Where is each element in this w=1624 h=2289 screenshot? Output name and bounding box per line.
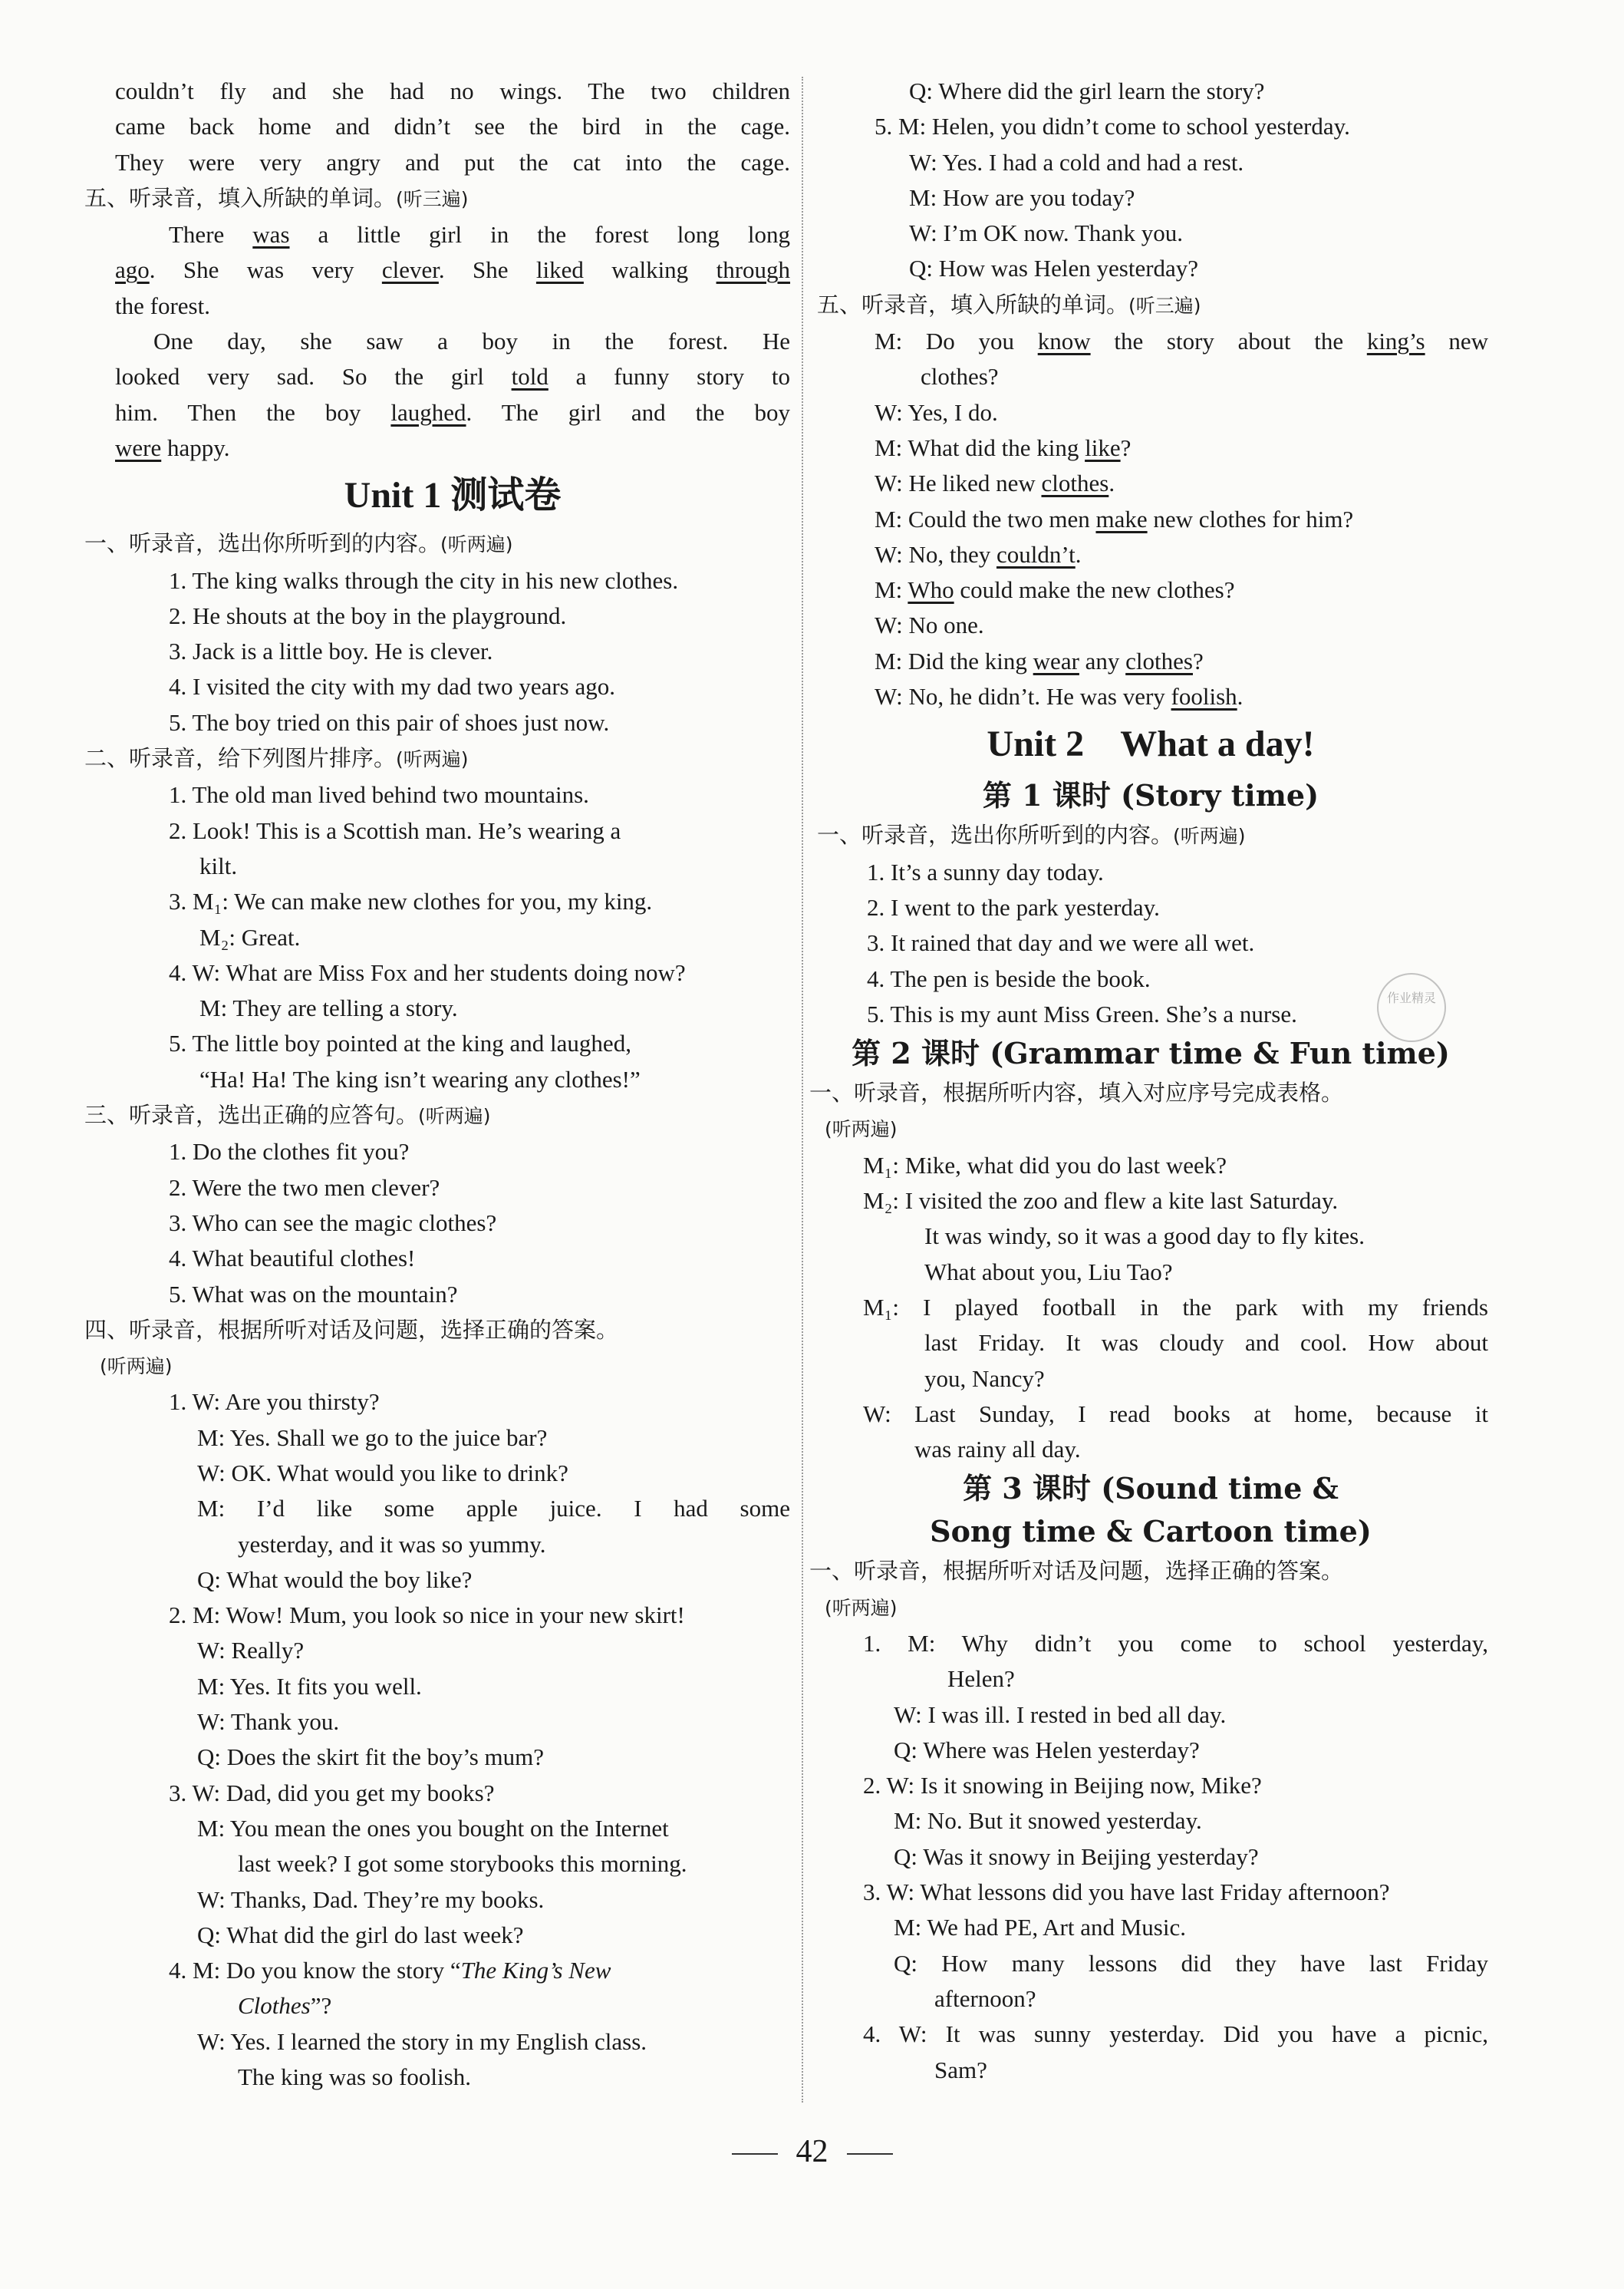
cloze-line: M: Could the two men make new clothes for him? [875,505,1354,533]
list-item: 1. The king walks through the city in his new clothes. [169,566,679,594]
dialogue-line: 1. W: Are you thirsty? [169,1388,380,1416]
list-item: 3. M₁: We can make new clothes for you, my king. [169,888,653,915]
dialogue-line: last Friday. It was cloudy and cool. How about [924,1329,1488,1357]
dialogue-line: 4. M: Do you know the story “The King’s New [169,1957,611,1984]
list-item: 5. The boy tried on this pair of shoes just now. [169,708,610,736]
lesson1-title: 第 1 课时 (Story time) [982,778,1319,813]
section-heading: 五、听录音，填入所缺的单词。(听三遍) [84,184,469,211]
section-repeat: (听两遍) [825,1118,898,1141]
cloze-line: M: Who could make the new clothes? [875,576,1235,604]
cloze-line: him. Then the boy laughed. The girl and the boy [115,398,790,426]
dialogue-line: W: Thanks, Dad. They’re my books. [197,1885,545,1913]
dialogue-line: you, Nancy? [924,1364,1045,1392]
dialogue-line: M: How are you today? [909,183,1135,211]
list-item: 5. What was on the mountain? [169,1280,458,1308]
cloze-line: W: No, they couldn’t. [875,540,1082,568]
list-item: M: They are telling a story. [199,994,458,1022]
right-column [809,74,1488,2088]
dialogue-line: Q: What would the boy like? [197,1565,473,1593]
section-heading: 五、听录音，填入所缺的单词。(听三遍) [817,291,1201,318]
section-heading: 二、听录音，给下列图片排序。(听两遍) [84,745,469,772]
list-item: 3. Jack is a little boy. He is clever. [169,638,493,665]
dialogue-line: Q: Does the skirt fit the boy’s mum? [197,1743,545,1771]
dialogue-line: W: Really? [197,1637,305,1664]
section-heading: 四、听录音，根据所听对话及问题，选择正确的答案。 [84,1316,619,1343]
dialogue-line: Q: What did the girl do last week? [197,1921,524,1948]
dialogue-line: afternoon? [934,1984,1036,2012]
dialogue-line: M: No. But it snowed yesterday. [894,1807,1202,1835]
dialogue-line: 3. W: Dad, did you get my books? [169,1779,495,1806]
dialogue-line: W: OK. What would you like to drink? [197,1459,568,1486]
section-heading: 一、听录音，根据所听内容，填入对应序号完成表格。 [809,1080,1344,1107]
section-heading: 三、听录音，选出正确的应答句。(听两遍) [84,1102,491,1129]
dialogue-line: M: Yes. It fits you well. [197,1672,422,1700]
list-item: 2. Were the two men clever? [169,1173,440,1201]
dialogue-line: last week? I got some storybooks this morning. [238,1850,687,1878]
dialogue-line: W: Last Sunday, I read books at home, because it [863,1400,1488,1427]
dialogue-line: Q: How many lessons did they have last Friday [894,1949,1488,1977]
dialogue-line: It was windy, so it was a good day to fly kites. [924,1222,1365,1250]
dialogue-line: M: Yes. Shall we go to the juice bar? [197,1423,548,1451]
page-number: 42 [0,2133,1624,2170]
dialogue-line: W: Yes. I had a cold and had a rest. [909,148,1244,176]
dialogue-line: M: You mean the ones you bought on the Internet [197,1814,669,1842]
list-item: 4. I visited the city with my dad two years ago. [169,673,615,701]
dialogue-line: M₁: Mike, what did you do last week? [863,1151,1227,1179]
lesson3-title-cont: Song time & Cartoon time) [930,1514,1372,1549]
list-item: 1. It’s a sunny day today. [867,858,1104,886]
dialogue-line: The king was so foolish. [238,2063,471,2091]
dialogue-line: 4. W: It was sunny yesterday. Did you have a picnic, [863,2020,1488,2048]
dialogue-line: 1. M: Why didn’t you come to school yesterday, [863,1629,1488,1657]
story-line: They were very angry and put the cat into the cage. [115,148,790,176]
cloze-line: clothes? [921,363,999,391]
dialogue-line: Q: Where was Helen yesterday? [894,1736,1200,1763]
dialogue-line: Clothes”? [238,1992,332,2020]
dialogue-line: 3. W: What lessons did you have last Friday afternoon? [863,1878,1390,1906]
list-item: M₂: Great. [199,923,301,951]
dialogue-line: Q: Where did the girl learn the story? [909,78,1265,104]
dialogue-line: Q: Was it snowy in Beijing yesterday? [894,1842,1259,1870]
dialogue-line: Sam? [934,2056,987,2083]
dialogue-line: Q: How was Helen yesterday? [909,255,1199,282]
dialogue-line: Helen? [947,1665,1015,1693]
dialogue-line: M₁: I played football in the park with my friends [863,1293,1488,1321]
cloze-line: M: Do you know the story about the king’s new [875,328,1488,355]
list-item: 3. It rained that day and we were all wet. [867,929,1255,957]
cloze-line: were happy. [115,434,230,461]
story-title: The King’s New [460,1957,611,1984]
cloze-line: W: No one. [875,612,984,639]
list-item: kilt. [199,852,238,879]
list-item: 3. Who can see the magic clothes? [169,1209,497,1236]
section-heading: 一、听录音，选出你所听到的内容。(听两遍) [84,530,513,557]
dialogue-line: W: I was ill. I rested in bed all day. [894,1700,1227,1728]
story-line: came back home and didn’t see the bird in the cage. [115,113,790,140]
list-item: 4. W: What are Miss Fox and her students doing now? [169,958,686,986]
list-item: 5. The little boy pointed at the king and laughed, [169,1030,631,1057]
section-repeat: (听两遍) [100,1355,173,1378]
watermark-stamp: 作业精灵 [1377,973,1446,1042]
lesson3-title: 第 3 课时 (Sound time & [963,1471,1339,1506]
section-repeat: (听两遍) [825,1596,898,1619]
unit2-title: Unit 2 What a day! [987,724,1315,765]
list-item: “Ha! Ha! The king isn’t wearing any clothes!” [199,1065,641,1093]
dialogue-line: M: I’d like some apple juice. I had some [197,1495,790,1522]
dialogue-line: yesterday, and it was so yummy. [238,1530,546,1558]
list-item: 2. Look! This is a Scottish man. He’s wearing a [169,816,621,844]
cloze-line: There was a little girl in the forest long long [169,221,790,249]
dialogue-line: 5. M: Helen, you didn’t come to school yesterday. [875,113,1350,140]
cloze-line: One day, she saw a boy in the forest. He [153,328,790,355]
cloze-line: looked very sad. So the girl told a funny story to [115,363,790,391]
dialogue-line: M₂: I visited the zoo and flew a kite last Saturday. [863,1187,1339,1215]
story-line: couldn’t fly and she had no wings. The two children [115,78,790,104]
dialogue-line: 2. W: Is it snowing in Beijing now, Mike? [863,1772,1262,1799]
dialogue-line: M: We had PE, Art and Music. [894,1914,1186,1941]
section-heading: 一、听录音，选出你所听到的内容。(听两遍) [817,822,1246,849]
list-item: 2. He shouts at the boy in the playground. [169,602,567,629]
cloze-line: W: He liked new clothes. [875,470,1115,497]
section-heading: 一、听录音，根据所听对话及问题，选择正确的答案。 [809,1558,1344,1585]
list-item: 1. Do the clothes fit you? [169,1138,410,1166]
cloze-line: W: Yes, I do. [875,398,998,426]
dialogue-line: was rainy all day. [914,1436,1081,1463]
list-item: 2. I went to the park yesterday. [867,893,1160,921]
list-item: 1. The old man lived behind two mountains. [169,781,589,809]
cloze-line: ago. She was very clever. She liked walking through [115,256,791,284]
column-divider [802,77,803,2103]
dialogue-line: What about you, Liu Tao? [924,1258,1173,1285]
cloze-line: W: No, he didn’t. He was very foolish. [875,683,1244,711]
list-item: 4. What beautiful clothes! [169,1245,416,1272]
lesson2-title: 第 2 课时 (Grammar time & Fun time) [852,1036,1450,1071]
dialogue-line: W: Thank you. [197,1708,340,1736]
cloze-line: M: Did the king wear any clothes? [875,647,1204,674]
dialogue-line: W: I’m OK now. Thank you. [909,219,1184,247]
cloze-line: M: What did the king like? [875,434,1132,461]
list-item: 5. This is my aunt Miss Green. She’s a nurse. [867,1000,1297,1027]
cloze-line: the forest. [115,292,210,319]
left-column [84,74,791,2095]
dialogue-line: W: Yes. I learned the story in my English class. [197,2027,647,2055]
dialogue-line: 2. M: Wow! Mum, you look so nice in your new skirt! [169,1601,685,1629]
unit1-title: Unit 1 测试卷 [344,475,562,516]
list-item: 4. The pen is beside the book. [867,965,1151,992]
